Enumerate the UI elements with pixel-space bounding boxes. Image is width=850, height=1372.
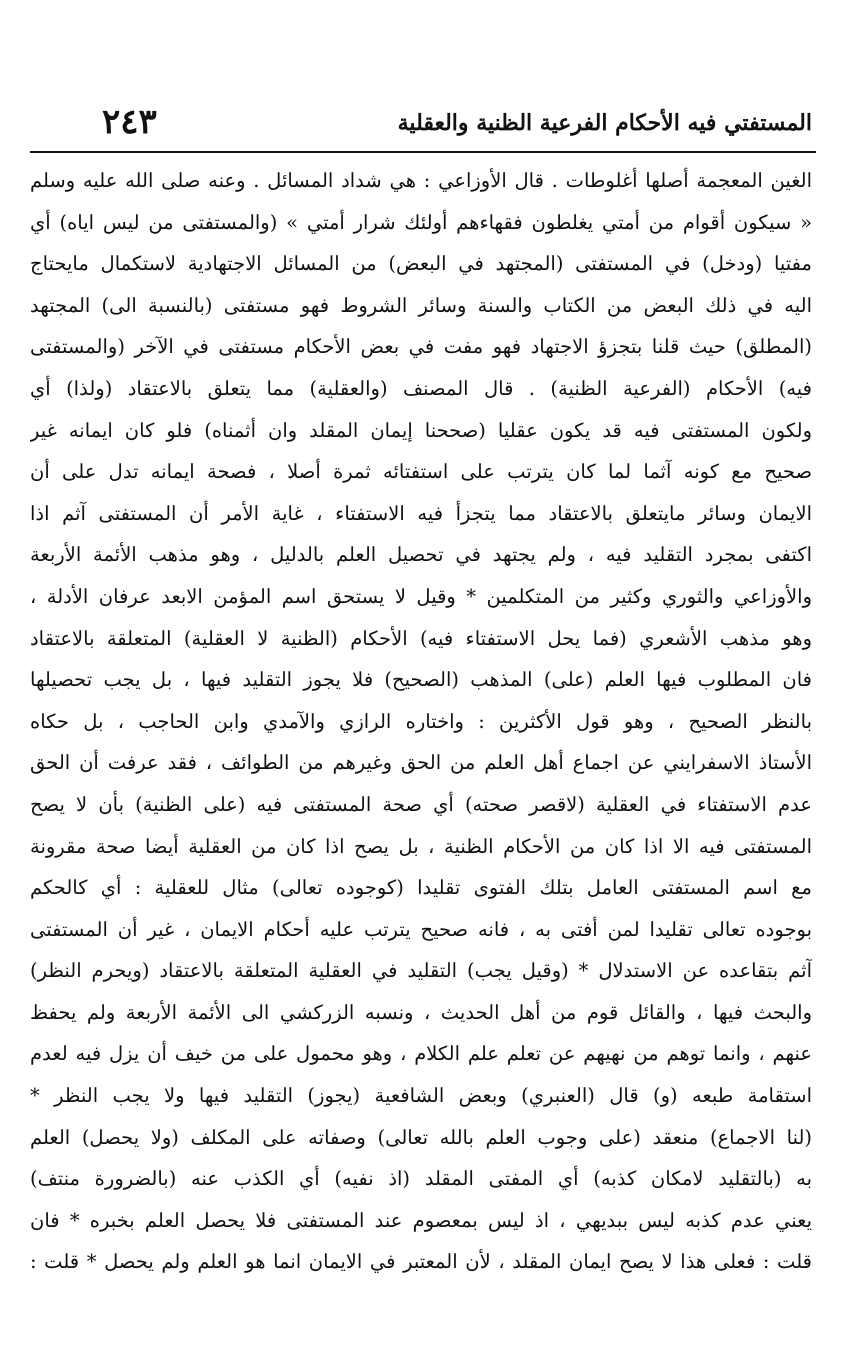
text-line: « سيكون أقوام من أمتي يغلطون فقهاءهم أولئك شرار أمتي » (والمستفتى من ليس اياه) أي (30, 210, 812, 234)
text-line: (لنا الاجماع) منعقد (على وجوب العلم بالله تعالى) وصفاته على المكلف (ولا يحصل) العلم (30, 1125, 812, 1149)
text-line: يعني عدم كذبه ليس ببديهي ، اذ ليس بمعصوم عند المستفتى فلا يحصل العلم بخبره * فان (30, 1208, 812, 1232)
text-line: مفتيا (ودخل) في المستفتى (المجتهد في البعض) من المسائل الاجتهادية لاستكمال مايحتاج (30, 252, 812, 276)
text-line: صحيح مع كونه آثما لما كان يترتب على استفتائه ثمرة أصلا ، فصحة ايمانه تدل على أن (30, 460, 812, 484)
text-line: قلت : فعلى هذا لا يصح ايمان المقلد ، لأن المعتبر في الايمان انما هو العلم ولم يحصل * قلت : (30, 1250, 812, 1274)
text-line: مع اسم المستفتى العامل بتلك الفتوى تقليدا (كوجوده تعالى) مثال للعقلية : أي كالحكم (30, 876, 812, 900)
text-line: (المطلق) حيث قلنا بتجزؤ الاجتهاد فهو مفت في بعض الأحكام مستفتى في الآخر (والمستفتى (30, 335, 812, 359)
text-line: والأوزاعي والثوري وكثير من المتكلمين * وقيل لا يستحق اسم المؤمن الابعد عرفان الأدلة ، (30, 584, 812, 608)
text-line: عنهم ، وانما توهم من نهيهم عن تعلم علم الكلام ، وهو محمول على من خيف أن يزل فيه لعدم (30, 1042, 812, 1066)
text-line: وهو مذهب الأشعري (فما يحل الاستفتاء فيه) الأحكام (الظنية لا العقلية) المتعلقة بالاعتقاد (30, 626, 812, 650)
text-line: والبحث فيها ، والقائل قوم من أهل الحديث ، ونسبه الزركشي الى الأئمة الأربعة ولم يحفظ (30, 1000, 812, 1024)
text-line: اليه في ذلك البعض من الكتاب والسنة وسائر الشروط فهو مستفتى (بالنسبة الى) المجتهد (30, 293, 812, 317)
text-line: بالنظر الصحيح ، وهو قول الأكثرين : واختاره الرازي والآمدي وابن الحاجب ، بل حكاه (30, 709, 812, 733)
text-line: آثم بتقاعده عن الاستدلال * (وقيل يجب) التقليد في العقلية المتعلقة بالاعتقاد (ويحرم النظر) (30, 959, 812, 983)
text-line: الايمان وسائر مايتعلق بالاعتقاد مما يتجزأ فيه الاستفتاء ، غاية الأمر أن المستفتى آثم اذا (30, 501, 812, 525)
text-line: اكتفى بمجرد التقليد فيه ، ولم يجتهد في تحصيل العلم بالدليل ، وهو مذهب الأئمة الأربعة (30, 543, 812, 567)
text-line: الغين المعجمة أصلها أغلوطات . قال الأوزاعي : هي شداد المسائل . وعنه صلى الله عليه وسلم (30, 169, 812, 192)
text-line: بوجوده تعالى تقليدا لمن أفتى به ، فانه صحيح يترتب عليه أحكام الايمان ، غير أن المستفتى (30, 917, 812, 941)
text-line: عدم الاستفتاء في العقلية (لاقصر صحته) أي صحة المستفتى فيه (على الظنية) بأن لا يصح (30, 792, 812, 816)
text-line: به (بالتقليد لامكان كذبه) أي المفتى المقلد (اذ نفيه) أي الكذب عنه (بالضرورة منتف) (30, 1167, 812, 1191)
text-line: فيه) الأحكام (الفرعية الظنية) . قال المصنف (والعقلية) مما يتعلق بالاعتقاد (ولذا) أي (30, 376, 812, 400)
page-number: ٢٤٣ (102, 102, 157, 142)
text-line: الأستاذ الاسفرايني عن اجماع أهل العلم من الحق وغيرهم من الطوائف ، فقد عرفت أن الحق (30, 751, 812, 775)
header-rule (30, 151, 816, 153)
text-line: استقامة طبعه (و) قال (العنبري) وبعض الشافعية (يجوز) التقليد فيها ولا يجب النظر * (30, 1084, 812, 1108)
running-title: المستفتي فيه الأحكام الفرعية الظنية والعقلية (397, 110, 812, 136)
text-line: المستفتى فيه الا اذا كان من الأحكام الظنية ، بل يصح اذا كان من العقلية أيضا صحة مقرونة (30, 834, 812, 858)
body-text (30, 160, 812, 1283)
page-header (30, 98, 812, 152)
text-line: ولكون المستفتى فيه قد يكون عقليا (صححنا إيمان المقلد وان أثمناه) فلو كان ايمانه غير (30, 418, 812, 442)
text-line: فان المطلوب فيها العلم (على) المذهب (الصحيح) فلا يجوز التقليد فيها ، بل يجب تحصيلها (30, 668, 812, 692)
